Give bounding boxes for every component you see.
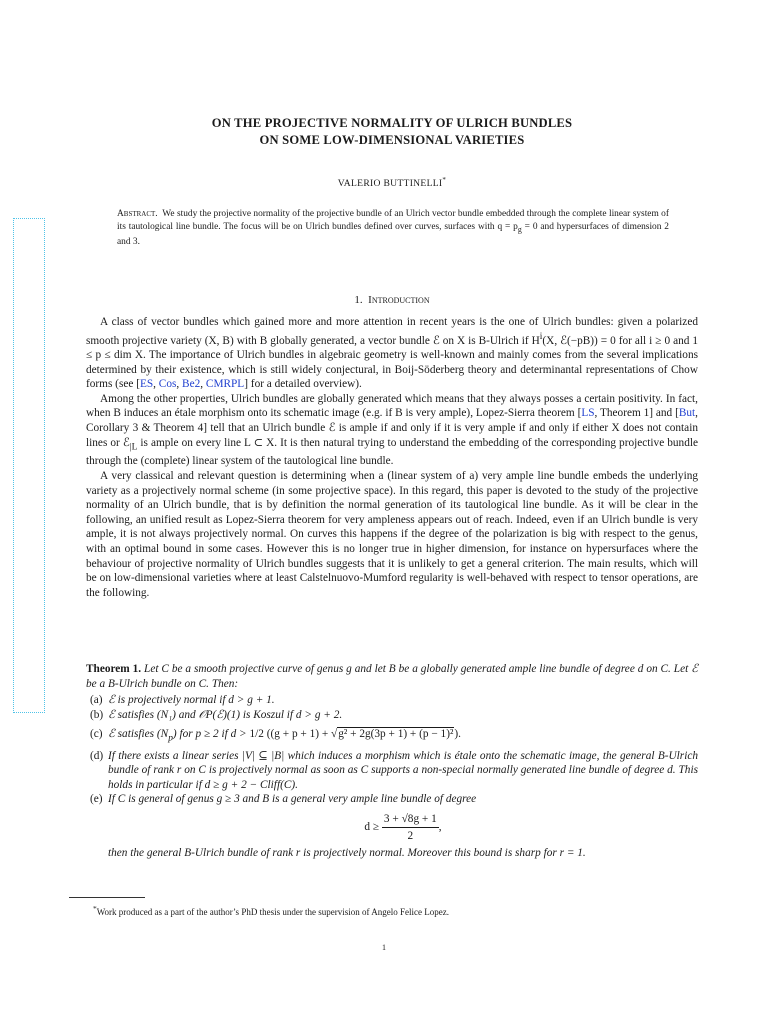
p2-sub: |L (129, 441, 138, 452)
item-label: (c) (90, 728, 103, 741)
eq-lhs: d ≥ (364, 821, 380, 834)
citation-but[interactable]: But (678, 407, 696, 420)
citation-es[interactable]: ES (139, 378, 154, 391)
eq-fraction (382, 811, 439, 844)
eq-denominator: 2 (407, 830, 414, 842)
theorem-item-e (86, 792, 698, 860)
item-sqrt: g² + 2g(3p + 1) + (p − 1)² (338, 728, 454, 741)
item-label: (e) (90, 793, 103, 806)
item-label: (b) (90, 708, 104, 721)
p1-end: ] for a detailed overview). (244, 378, 362, 391)
theorem-item-c (86, 724, 698, 748)
paper-title (86, 115, 698, 149)
intro-paragraph-2 (86, 392, 698, 469)
item-label: (a) (90, 694, 103, 707)
theorem-item-b (86, 708, 698, 723)
abstract (117, 208, 669, 249)
abstract-tail: = 0 and hypersurfaces of dimension 2 and 3. (117, 222, 669, 248)
abstract-sub: g (517, 225, 522, 235)
citation-cos[interactable]: Cos (158, 378, 177, 391)
abstract-text: We study the projective normality of the projective bundle of an Ulrich vector bundle embedded through the complete linear system of its tautological line bundle. The focus will be on Ulrich bundles defined over curves, surfaces with q = p (117, 209, 669, 233)
footnote-text: Work produced as a part of the author’s PhD thesis under the supervision of Angelo Felice Lopez. (96, 907, 450, 917)
eq-tail: , (438, 821, 442, 834)
p2-text-a: Among the other properties, Ulrich bundles are globally generated which means that they always posses a certain positivity. In fact, when B induces an étale morphism onto its schematic image (e.g. if B is very ample), Lopez-Sierra theorem [ (86, 392, 698, 420)
item-text: If there exists a linear series |V| ⊆ |B| which induces a morphism which is étale onto the schematic image, the general B-Ulrich bundle of rank r on C is projectively normal as soon as C supports a non-special normally generated line bundle of degree d. This holds in particular if d ≥ g + 2 − Cliff(C). (108, 749, 698, 791)
item-expr-b: ). (454, 728, 461, 741)
display-equation (108, 811, 698, 844)
item-sub: p (168, 733, 173, 744)
theorem-statement: Let C be a smooth projective curve of genus g and let B be a globally generated ample line bundle of degree d on C. Let ℰ be a B-Ulrich bundle on C. Then: (86, 663, 698, 690)
footnote-rule (69, 897, 145, 898)
introduction-body (86, 315, 698, 600)
author-text: VALERIO BUTTINELLI (337, 178, 443, 190)
item-text: ℰ satisfies (N₁) and 𝒪P(ℰ)(1) is Koszul if d > g + 2. (108, 708, 343, 721)
margin-annotation-box (13, 218, 45, 713)
citation-ls[interactable]: LS (581, 407, 595, 420)
item-expr-a: ((g + p + 1) + √ (266, 728, 338, 741)
theorem-label: Theorem 1. (86, 663, 142, 675)
section-number: 1. (354, 294, 363, 306)
item-text-b: ) for p ≥ 2 if d > (172, 728, 250, 741)
p1-text-b: (X, ℰ(−pB)) = 0 for all i ≥ 0 and 1 ≤ p ≤ dim X. The importance of Ulrich bundles in algebraic geometry is well-known and mainly comes from the several implications determined by their existence, which is still widely conjectural, in Boij-Söderberg theory and determinantal representations of Chow forms (see [ (86, 334, 698, 391)
section-heading (86, 294, 698, 306)
p1-sup: i (539, 331, 543, 342)
theorem-lead (86, 662, 698, 691)
intro-paragraph-3: A very classical and relevant question is determining when a (linear system of a) very ample line bundle embeds the underlying variety as a projectively normal scheme (in some projective space). In this regard, this paper is devoted to the study of the projective normality of an Ulrich bundle, that is by definition the normal generation of its tautological line bundle. As it will be clear in the following, an unified result as Lopez-Sierra theorem for very ampleness appears out of reach. Indeed, even if an Ulrich bundle is very ample, it is not always projectively normal. On curves this happens if the degree of the polarization is big with respect to the genus, with an optimal bound in some cases. However this is no longer true in higher dimension, for instance on hypersurfaces where the behaviour of projective normality of Ulrich bundles suggests that it is unlikely to get a general criterion. The main results, which will be on low-dimensional varieties where at least Calstelnuovo-Mumford regularity is well-behaved with respect to tensor operations, are the following. (86, 469, 698, 599)
p2-text-b: , Theorem 1] and [ (594, 407, 679, 420)
intro-paragraph-1: A class of vector bundles which gained more and more attention in recent years is the one of Ulrich bundles: given a polarized smooth projective variety (X, B) with B globally generated, a vector bundle ℰ on X is B-Ulrich if $H^i(X$, ℰ(−pB)) = 0 for all i ≥ 0 and 1 ≤ p ≤ dim X. The importance of Ulrich bundles in algebraic geometry is well-known and mainly comes from the several implications determined by their existence, which is still widely conjectural, in Boij-Söderberg theory and determinantal representations of Chow forms (see [ES, Cos, Be2, CMRPL] for a detailed overview). (86, 316, 698, 391)
item-label: (d) (90, 749, 104, 762)
item-text: ℰ is projectively normal if d > g + 1. (108, 694, 275, 707)
footnote (86, 903, 698, 918)
theorem-1 (86, 662, 698, 861)
theorem-item-a (86, 693, 698, 708)
footnote-mark: * (93, 904, 97, 913)
title-line-2: ON SOME LOW-DIMENSIONAL VARIETIES (259, 133, 525, 147)
p2-text-d: is ample on every line L ⊂ X. It is then natural trying to understand the embedding of the corresponding projective bundle through the (complete) linear system of the tautological line bundle. (86, 436, 698, 468)
item-text: If C is general of genus g ≥ 3 and B is a general very ample line bundle of degree (108, 793, 477, 806)
item-text-a: ℰ satisfies (N (108, 728, 169, 741)
eq-numerator: 3 + √8g + 1 (382, 811, 439, 828)
theorem-item-d (86, 749, 698, 793)
p2-text-c: , Corollary 3 & Theorem 4] tell that an Ulrich bundle ℰ is ample if and only if it is very ample if and only if either X does not contain lines or ℰ (86, 407, 698, 449)
abstract-label: Abstract. (117, 209, 158, 219)
theorem-items (86, 693, 698, 860)
page-number: 1 (382, 943, 386, 952)
item-half: 1/2 (249, 728, 264, 741)
citation-be2[interactable]: Be2 (182, 378, 201, 391)
title-line-1: ON THE PROJECTIVE NORMALITY OF ULRICH BUNDLES (211, 116, 573, 130)
section-title: Introduction (368, 294, 430, 306)
citation-cmrpl[interactable]: CMRPL (205, 378, 245, 391)
author-name (86, 176, 698, 189)
author-footnote-mark[interactable]: * (442, 176, 447, 184)
theorem-conclusion: then the general B-Ulrich bundle of rank r is projectively normal. Moreover this bound is sharp for r = 1. (108, 847, 586, 859)
p1-text-a: A class of vector bundles which gained more and more attention in recent years is the one of Ulrich bundles: given a polarized smooth projective variety (X, B) with B globally generated, a vector bundle ℰ on X is B-Ulrich if H (86, 316, 698, 347)
